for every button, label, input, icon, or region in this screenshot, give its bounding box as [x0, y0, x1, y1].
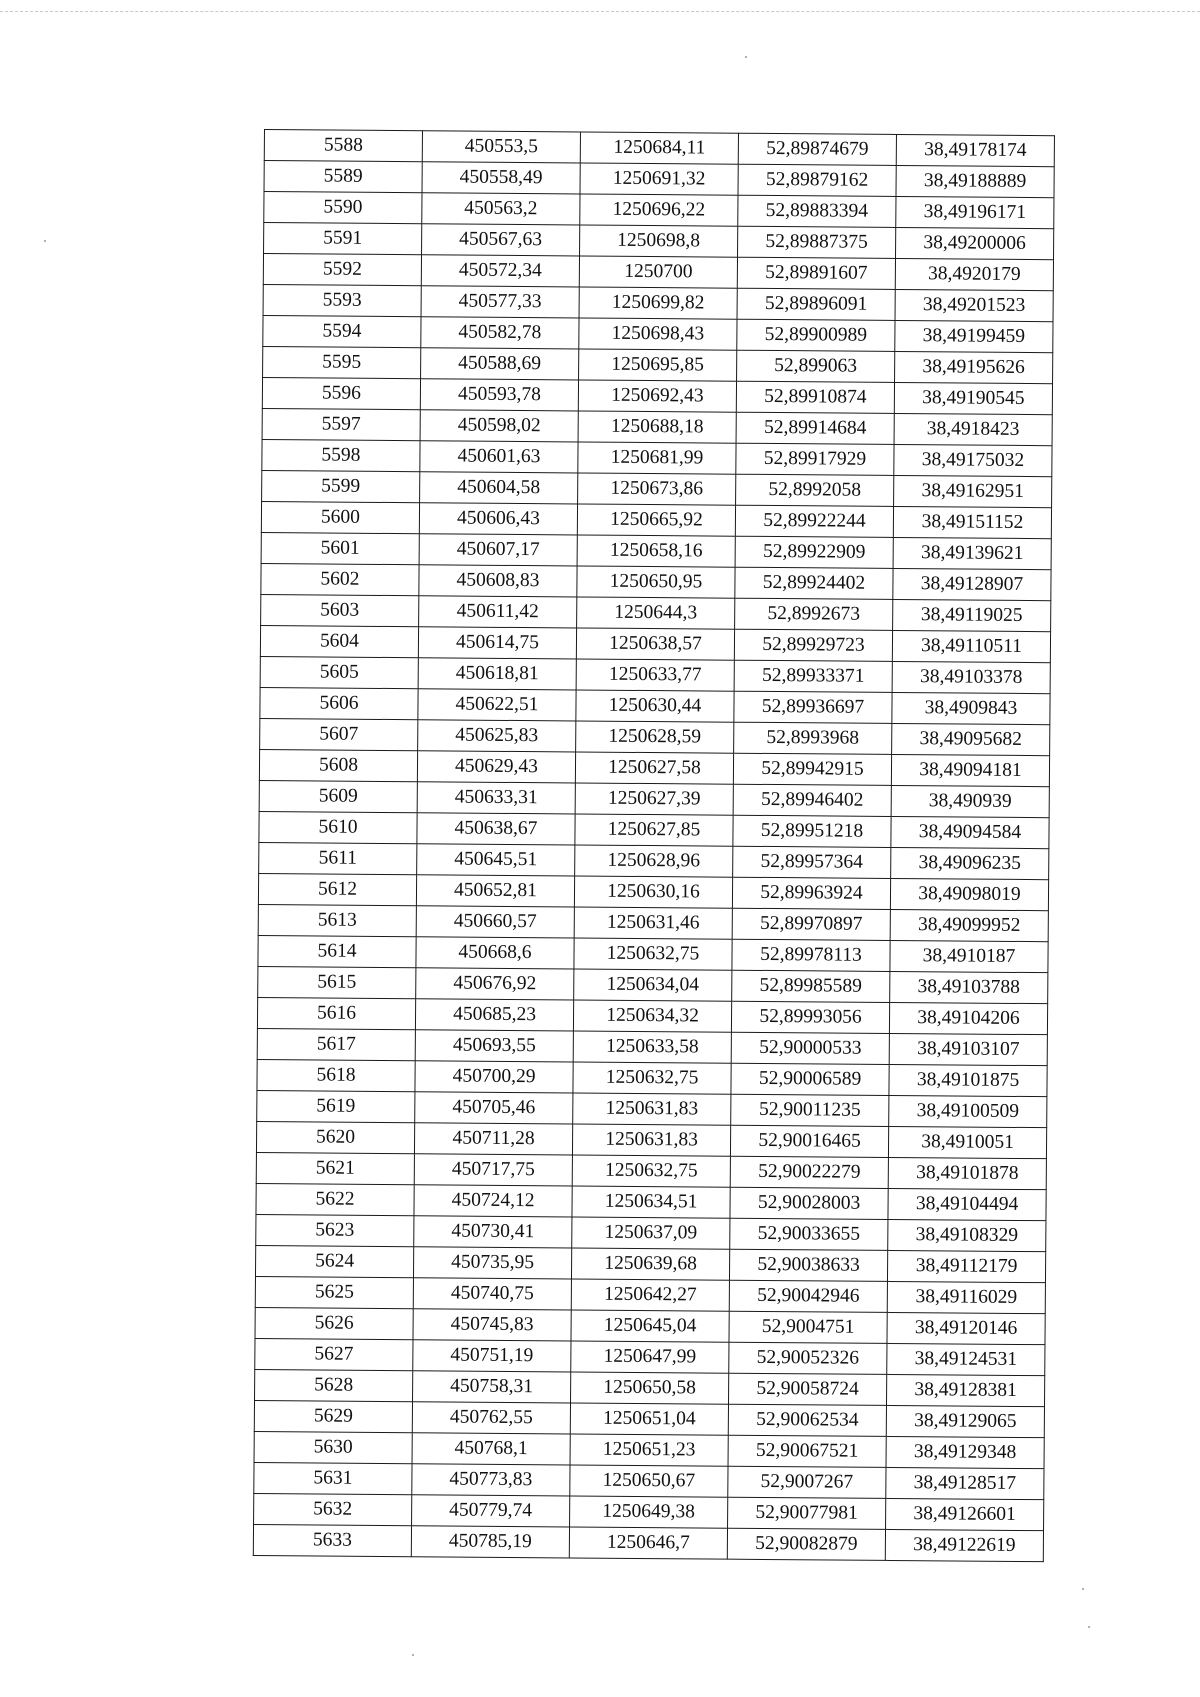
- scan-speck: [412, 1654, 414, 1656]
- point-number-cell: 5601: [261, 532, 419, 564]
- y-coordinate-cell: 1250628,59: [576, 721, 734, 753]
- point-number-cell: 5614: [258, 935, 416, 967]
- longitude-cell: 38,49128907: [893, 568, 1051, 600]
- y-coordinate-cell: 1250651,04: [570, 1403, 728, 1435]
- x-coordinate-cell: 450717,75: [414, 1154, 572, 1186]
- latitude-cell: 52,89970897: [732, 908, 890, 940]
- point-number-cell: 5606: [260, 687, 418, 719]
- x-coordinate-cell: 450558,49: [422, 162, 580, 194]
- point-number-cell: 5617: [257, 1028, 415, 1060]
- latitude-cell: 52,89924402: [735, 567, 893, 599]
- y-coordinate-cell: 1250649,38: [570, 1496, 728, 1528]
- point-number-cell: 5604: [260, 625, 418, 657]
- y-coordinate-cell: 1250628,96: [575, 845, 733, 877]
- y-coordinate-cell: 1250658,16: [577, 535, 735, 567]
- x-coordinate-cell: 450730,41: [414, 1216, 572, 1248]
- latitude-cell: 52,89887375: [738, 226, 896, 258]
- y-coordinate-cell: 1250634,04: [574, 969, 732, 1001]
- y-coordinate-cell: 1250633,58: [573, 1031, 731, 1063]
- x-coordinate-cell: 450598,02: [420, 410, 578, 442]
- longitude-cell: 38,49112179: [887, 1250, 1045, 1282]
- latitude-cell: 52,90077981: [728, 1497, 886, 1529]
- latitude-cell: 52,89874679: [738, 133, 896, 165]
- latitude-cell: 52,899063: [737, 350, 895, 382]
- latitude-cell: 52,90052326: [729, 1342, 887, 1374]
- x-coordinate-cell: 450553,5: [422, 131, 580, 163]
- longitude-cell: 38,4910051: [888, 1126, 1046, 1158]
- point-number-cell: 5621: [256, 1152, 414, 1184]
- longitude-cell: 38,49128517: [886, 1467, 1044, 1499]
- latitude-cell: 52,9007267: [728, 1466, 886, 1498]
- x-coordinate-cell: 450785,19: [411, 1526, 569, 1558]
- y-coordinate-cell: 1250700: [579, 256, 737, 288]
- latitude-cell: 52,89963924: [732, 877, 890, 909]
- latitude-cell: 52,8993968: [734, 722, 892, 754]
- x-coordinate-cell: 450685,23: [415, 999, 573, 1031]
- latitude-cell: 52,89896091: [737, 288, 895, 320]
- point-number-cell: 5611: [259, 842, 417, 874]
- latitude-cell: 52,90058724: [728, 1373, 886, 1405]
- latitude-cell: 52,89993056: [731, 1001, 889, 1033]
- latitude-cell: 52,90067521: [728, 1435, 886, 1467]
- point-number-cell: 5628: [255, 1369, 413, 1401]
- longitude-cell: 38,49122619: [885, 1529, 1043, 1561]
- latitude-cell: 52,89942915: [733, 753, 891, 785]
- x-coordinate-cell: 450572,34: [421, 255, 579, 287]
- x-coordinate-cell: 450700,29: [415, 1061, 573, 1093]
- latitude-cell: 52,89922909: [735, 536, 893, 568]
- x-coordinate-cell: 450751,19: [413, 1340, 571, 1372]
- point-number-cell: 5615: [258, 966, 416, 998]
- longitude-cell: 38,49104206: [889, 1002, 1047, 1034]
- x-coordinate-cell: 450611,42: [419, 596, 577, 628]
- longitude-cell: 38,49101878: [888, 1157, 1046, 1189]
- x-coordinate-cell: 450567,63: [422, 224, 580, 256]
- point-number-cell: 5588: [264, 130, 422, 162]
- point-number-cell: 5623: [256, 1214, 414, 1246]
- x-coordinate-cell: 450758,31: [413, 1371, 571, 1403]
- latitude-cell: 52,89922244: [735, 505, 893, 537]
- point-number-cell: 5592: [263, 254, 421, 286]
- x-coordinate-cell: 450645,51: [417, 844, 575, 876]
- x-coordinate-cell: 450779,74: [412, 1495, 570, 1527]
- latitude-cell: 52,89879162: [738, 164, 896, 196]
- latitude-cell: 52,90082879: [727, 1528, 885, 1560]
- point-number-cell: 5598: [262, 439, 420, 471]
- y-coordinate-cell: 1250695,85: [579, 349, 737, 381]
- longitude-cell: 38,49201523: [895, 289, 1053, 321]
- latitude-cell: 52,90062534: [728, 1404, 886, 1436]
- longitude-cell: 38,4920179: [895, 258, 1053, 290]
- y-coordinate-cell: 1250684,11: [580, 132, 738, 164]
- point-number-cell: 5618: [257, 1059, 415, 1091]
- latitude-cell: 52,8992058: [736, 474, 894, 506]
- longitude-cell: 38,49099952: [890, 909, 1048, 941]
- y-coordinate-cell: 1250651,23: [570, 1434, 728, 1466]
- y-coordinate-cell: 1250647,99: [571, 1341, 729, 1373]
- y-coordinate-cell: 1250630,16: [574, 876, 732, 908]
- point-number-cell: 5603: [261, 594, 419, 626]
- y-coordinate-cell: 1250681,99: [578, 442, 736, 474]
- longitude-cell: 38,49098019: [890, 878, 1048, 910]
- longitude-cell: 38,49124531: [887, 1343, 1045, 1375]
- x-coordinate-cell: 450668,6: [416, 937, 574, 969]
- longitude-cell: 38,49188889: [896, 165, 1054, 197]
- latitude-cell: 52,89946402: [733, 784, 891, 816]
- scan-speck: [1088, 1626, 1090, 1628]
- longitude-cell: 38,49196171: [896, 196, 1054, 228]
- x-coordinate-cell: 450588,69: [421, 348, 579, 380]
- point-number-cell: 5616: [257, 997, 415, 1029]
- longitude-cell: 38,49120146: [887, 1312, 1045, 1344]
- x-coordinate-cell: 450618,81: [418, 658, 576, 690]
- y-coordinate-cell: 1250627,58: [575, 752, 733, 784]
- scan-speck: [745, 56, 747, 58]
- y-coordinate-cell: 1250627,85: [575, 814, 733, 846]
- coordinates-table-body: [253, 130, 1054, 1562]
- latitude-cell: 52,90011235: [731, 1094, 889, 1126]
- x-coordinate-cell: 450724,12: [414, 1185, 572, 1217]
- y-coordinate-cell: 1250646,7: [569, 1527, 727, 1559]
- x-coordinate-cell: 450582,78: [421, 317, 579, 349]
- point-number-cell: 5589: [264, 161, 422, 193]
- x-coordinate-cell: 450606,43: [419, 503, 577, 535]
- y-coordinate-cell: 1250632,75: [573, 1062, 731, 1094]
- point-number-cell: 5613: [258, 904, 416, 936]
- point-number-cell: 5612: [258, 873, 416, 905]
- y-coordinate-cell: 1250634,32: [573, 1000, 731, 1032]
- point-number-cell: 5627: [255, 1338, 413, 1370]
- longitude-cell: 38,49175032: [894, 444, 1052, 476]
- y-coordinate-cell: 1250698,8: [580, 225, 738, 257]
- longitude-cell: 38,49103378: [892, 661, 1050, 693]
- point-number-cell: 5595: [263, 346, 421, 378]
- point-number-cell: 5620: [256, 1121, 414, 1153]
- point-number-cell: 5610: [259, 811, 417, 843]
- x-coordinate-cell: 450593,78: [420, 379, 578, 411]
- point-number-cell: 5602: [261, 563, 419, 595]
- y-coordinate-cell: 1250644,3: [577, 597, 735, 629]
- y-coordinate-cell: 1250696,22: [580, 194, 738, 226]
- point-number-cell: 5605: [260, 656, 418, 688]
- longitude-cell: 38,49103788: [890, 971, 1048, 1003]
- latitude-cell: 52,90028003: [730, 1187, 888, 1219]
- longitude-cell: 38,49128381: [886, 1374, 1044, 1406]
- longitude-cell: 38,49129348: [886, 1436, 1044, 1468]
- y-coordinate-cell: 1250639,68: [571, 1248, 729, 1280]
- longitude-cell: 38,4918423: [894, 413, 1052, 445]
- x-coordinate-cell: 450660,57: [416, 906, 574, 938]
- latitude-cell: 52,89957364: [733, 846, 891, 878]
- longitude-cell: 38,49103107: [889, 1033, 1047, 1065]
- y-coordinate-cell: 1250650,58: [571, 1372, 729, 1404]
- longitude-cell: 38,4909843: [892, 692, 1050, 724]
- longitude-cell: 38,49199459: [895, 320, 1053, 352]
- y-coordinate-cell: 1250633,77: [576, 659, 734, 691]
- latitude-cell: 52,90038633: [729, 1249, 887, 1281]
- y-coordinate-cell: 1250631,83: [572, 1124, 730, 1156]
- latitude-cell: 52,90033655: [730, 1218, 888, 1250]
- longitude-cell: 38,49096235: [891, 847, 1049, 879]
- x-coordinate-cell: 450652,81: [416, 875, 574, 907]
- longitude-cell: 38,49126601: [886, 1498, 1044, 1530]
- y-coordinate-cell: 1250637,09: [572, 1217, 730, 1249]
- latitude-cell: 52,90000533: [731, 1032, 889, 1064]
- longitude-cell: 38,49162951: [894, 475, 1052, 507]
- y-coordinate-cell: 1250699,82: [579, 287, 737, 319]
- y-coordinate-cell: 1250627,39: [575, 783, 733, 815]
- latitude-cell: 52,89914684: [736, 412, 894, 444]
- longitude-cell: 38,49195626: [895, 351, 1053, 383]
- longitude-cell: 38,49094584: [891, 816, 1049, 848]
- latitude-cell: 52,89933371: [734, 660, 892, 692]
- longitude-cell: 38,49110511: [892, 630, 1050, 662]
- longitude-cell: 38,49151152: [893, 506, 1051, 538]
- point-number-cell: 5629: [254, 1400, 412, 1432]
- longitude-cell: 38,49129065: [886, 1405, 1044, 1437]
- x-coordinate-cell: 450625,83: [418, 720, 576, 752]
- x-coordinate-cell: 450638,67: [417, 813, 575, 845]
- latitude-cell: 52,89929723: [734, 629, 892, 661]
- point-number-cell: 5590: [264, 192, 422, 224]
- longitude-cell: 38,4910187: [890, 940, 1048, 972]
- latitude-cell: 52,89951218: [733, 815, 891, 847]
- x-coordinate-cell: 450768,1: [412, 1433, 570, 1465]
- point-number-cell: 5626: [255, 1307, 413, 1339]
- x-coordinate-cell: 450629,43: [417, 751, 575, 783]
- point-number-cell: 5622: [256, 1183, 414, 1215]
- y-coordinate-cell: 1250638,57: [576, 628, 734, 660]
- latitude-cell: 52,9004751: [729, 1311, 887, 1343]
- point-number-cell: 5608: [259, 749, 417, 781]
- latitude-cell: 52,90006589: [731, 1063, 889, 1095]
- latitude-cell: 52,90022279: [730, 1156, 888, 1188]
- x-coordinate-cell: 450614,75: [418, 627, 576, 659]
- longitude-cell: 38,49100509: [889, 1095, 1047, 1127]
- x-coordinate-cell: 450740,75: [413, 1278, 571, 1310]
- x-coordinate-cell: 450745,83: [413, 1309, 571, 1341]
- latitude-cell: 52,90042946: [729, 1280, 887, 1312]
- y-coordinate-cell: 1250631,83: [573, 1093, 731, 1125]
- x-coordinate-cell: 450577,33: [421, 286, 579, 318]
- scan-speck: [1082, 1588, 1084, 1590]
- longitude-cell: 38,49108329: [888, 1219, 1046, 1251]
- x-coordinate-cell: 450604,58: [420, 472, 578, 504]
- point-number-cell: 5591: [264, 223, 422, 255]
- point-number-cell: 5619: [257, 1090, 415, 1122]
- longitude-cell: 38,49190545: [894, 382, 1052, 414]
- x-coordinate-cell: 450633,31: [417, 782, 575, 814]
- point-number-cell: 5607: [260, 718, 418, 750]
- table-row: [253, 1524, 1043, 1561]
- y-coordinate-cell: 1250688,18: [578, 411, 736, 443]
- y-coordinate-cell: 1250645,04: [571, 1310, 729, 1342]
- x-coordinate-cell: 450762,55: [412, 1402, 570, 1434]
- x-coordinate-cell: 450705,46: [415, 1092, 573, 1124]
- longitude-cell: 38,49101875: [889, 1064, 1047, 1096]
- latitude-cell: 52,89883394: [738, 195, 896, 227]
- x-coordinate-cell: 450563,2: [422, 193, 580, 225]
- x-coordinate-cell: 450773,83: [412, 1464, 570, 1496]
- y-coordinate-cell: 1250650,67: [570, 1465, 728, 1497]
- x-coordinate-cell: 450601,63: [420, 441, 578, 473]
- x-coordinate-cell: 450608,83: [419, 565, 577, 597]
- point-number-cell: 5625: [255, 1276, 413, 1308]
- scan-speck: [44, 240, 46, 242]
- x-coordinate-cell: 450607,17: [419, 534, 577, 566]
- longitude-cell: 38,49178174: [896, 134, 1054, 166]
- y-coordinate-cell: 1250632,75: [574, 938, 732, 970]
- latitude-cell: 52,89985589: [732, 970, 890, 1002]
- y-coordinate-cell: 1250692,43: [578, 380, 736, 412]
- point-number-cell: 5596: [262, 377, 420, 409]
- latitude-cell: 52,8992673: [735, 598, 893, 630]
- point-number-cell: 5600: [261, 501, 419, 533]
- point-number-cell: 5593: [263, 284, 421, 316]
- longitude-cell: 38,49116029: [887, 1281, 1045, 1313]
- x-coordinate-cell: 450676,92: [416, 968, 574, 1000]
- x-coordinate-cell: 450622,51: [418, 689, 576, 721]
- y-coordinate-cell: 1250642,27: [571, 1279, 729, 1311]
- x-coordinate-cell: 450735,95: [413, 1247, 571, 1279]
- y-coordinate-cell: 1250632,75: [572, 1155, 730, 1187]
- y-coordinate-cell: 1250650,95: [577, 566, 735, 598]
- latitude-cell: 52,89936697: [734, 691, 892, 723]
- x-coordinate-cell: 450693,55: [415, 1030, 573, 1062]
- y-coordinate-cell: 1250631,46: [574, 907, 732, 939]
- latitude-cell: 52,90016465: [730, 1125, 888, 1157]
- longitude-cell: 38,490939: [891, 785, 1049, 817]
- latitude-cell: 52,89978113: [732, 939, 890, 971]
- latitude-cell: 52,89900989: [737, 319, 895, 351]
- point-number-cell: 5599: [262, 470, 420, 502]
- longitude-cell: 38,49119025: [893, 599, 1051, 631]
- y-coordinate-cell: 1250691,32: [580, 163, 738, 195]
- point-number-cell: 5633: [253, 1524, 411, 1556]
- longitude-cell: 38,49094181: [891, 754, 1049, 786]
- point-number-cell: 5624: [255, 1245, 413, 1277]
- y-coordinate-cell: 1250665,92: [577, 504, 735, 536]
- point-number-cell: 5594: [263, 315, 421, 347]
- latitude-cell: 52,89917929: [736, 443, 894, 475]
- latitude-cell: 52,89910874: [736, 381, 894, 413]
- y-coordinate-cell: 1250698,43: [579, 318, 737, 350]
- y-coordinate-cell: 1250634,51: [572, 1186, 730, 1218]
- latitude-cell: 52,89891607: [737, 257, 895, 289]
- scan-top-edge: [0, 11, 1200, 12]
- longitude-cell: 38,49200006: [896, 227, 1054, 259]
- longitude-cell: 38,49104494: [888, 1188, 1046, 1220]
- point-number-cell: 5609: [259, 780, 417, 812]
- y-coordinate-cell: 1250673,86: [578, 473, 736, 505]
- point-number-cell: 5597: [262, 408, 420, 440]
- longitude-cell: 38,49095682: [892, 723, 1050, 755]
- point-number-cell: 5631: [254, 1462, 412, 1494]
- longitude-cell: 38,49139621: [893, 537, 1051, 569]
- y-coordinate-cell: 1250630,44: [576, 690, 734, 722]
- x-coordinate-cell: 450711,28: [414, 1123, 572, 1155]
- point-number-cell: 5632: [254, 1493, 412, 1525]
- coordinates-table: [253, 129, 1055, 1562]
- point-number-cell: 5630: [254, 1431, 412, 1463]
